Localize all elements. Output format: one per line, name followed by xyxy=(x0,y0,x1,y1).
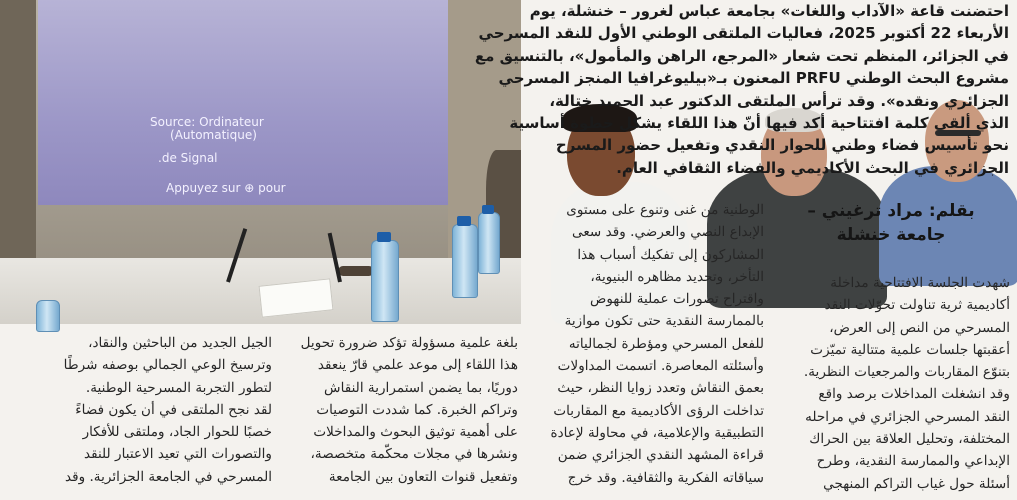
lead-line: الجزائري ونقده». وقد ترأس الملتقى الدكتور عبد الحميد ختالة، xyxy=(549,91,1009,110)
text-line: واقتراح تصورات عملية للنهوض xyxy=(589,291,764,308)
text-line: هذا اللقاء إلى موعد علمي قارّ ينعقد xyxy=(317,357,518,374)
lead-line: الذي ألقى كلمة افتتاحية أكد فيها أنّ هذا اللقاء يشكل خطوة أساسية xyxy=(509,114,1009,133)
text-line: أعقبتها جلسات علمية متتالية تميّزت xyxy=(810,341,1010,358)
text-line: لقد نجح الملتقى في أن يكون فضاءً xyxy=(75,401,272,418)
lead-line: احتضنت قاعة «الآداب واللغات» بجامعة عباس لغرور – خنشلة، يوم xyxy=(529,2,1009,20)
text-line: بتنوّع المقاربات والمرجعيات النظرية. xyxy=(803,364,1010,381)
screen-text-line: de Signal. xyxy=(158,151,218,165)
byline-author: بقلم: مراد ترغيني – xyxy=(807,201,975,221)
projection-screen xyxy=(38,0,454,205)
text-line: وقد انشغلت المداخلات برصد واقع xyxy=(818,386,1010,403)
text-line: تداخلت الرؤى الأكاديمية مع المقاربات xyxy=(553,402,764,419)
water-bottle xyxy=(36,300,60,332)
text-line: والتصورات التي تعيد الاعتبار للنقد xyxy=(83,446,272,463)
text-line: وتراكم الخبرة. كما شددت التوصيات xyxy=(316,401,518,418)
bottle-cap xyxy=(457,216,471,226)
bottle-cap xyxy=(482,205,494,214)
text-line: الوطنية من غنى وتنوع على مستوى xyxy=(566,202,764,218)
screen-text-line: (Automatique) xyxy=(170,128,257,142)
screen-text-line: Source: Ordinateur xyxy=(150,115,264,129)
text-line: المسرحي في الجامعة الجزائرية. وقد xyxy=(64,468,272,485)
bottle-cap xyxy=(377,232,391,242)
text-line: بعمق النقاش وتعدد زوايا النظر، حيث xyxy=(557,380,764,397)
text-line: المختلفة، وتحليل العلاقة بين الحراك xyxy=(809,431,1010,448)
byline xyxy=(772,199,1010,251)
text-line: لتطور التجربة المسرحية الوطنية. xyxy=(85,379,272,396)
text-line: الإبداع النصي والعرضي. وقد سعى xyxy=(572,224,764,241)
water-bottle xyxy=(478,212,500,274)
article-column-middle xyxy=(528,199,764,500)
text-line: أسئلة حول غياب التراكم المنهجي xyxy=(823,475,1010,492)
article-column-right xyxy=(774,272,1010,500)
text-line: سياقاته الفكرية والثقافية. وقد خرج xyxy=(567,469,764,486)
article-column-left xyxy=(28,332,272,500)
text-line: الإبداعي والممارسة النقدية، وطرح xyxy=(816,453,1010,470)
text-line: خصبًا للحوار الجاد، وملتقى للأفكار xyxy=(82,424,272,441)
text-line: وتفعيل قنوات التعاون بين الجامعة xyxy=(328,468,518,485)
lead-line: في الجزائر، المنظم تحت شعار «المرجع، الراهن والمأمول»، بالتنسيق مع xyxy=(474,46,1009,65)
lead-line: مشروع البحث الوطني PRFU المعنون بـ«بيليوغرافيا المنجز المسرحي xyxy=(498,69,1009,88)
article-column-left-center xyxy=(282,332,518,500)
text-line: على أهمية توثيق البحوث والمداخلات xyxy=(313,424,518,441)
text-line: بلغة علمية مسؤولة تؤكد ضرورة تحويل xyxy=(300,335,518,351)
text-line: للفعل المسرحي ومؤطرة لجمالياته xyxy=(568,335,764,352)
lead-line: الجزائري في البحث الأكاديمي والفضاء الثقافي العام. xyxy=(616,158,1009,177)
text-line: أكاديمية ثرية تناولت تحوّلات النقد xyxy=(824,297,1010,314)
text-line: المسرحي من النص إلى العرض، xyxy=(829,319,1010,336)
conference-photo xyxy=(0,0,521,324)
text-line: قراءة المشهد النقدي الجزائري ضمن xyxy=(557,447,764,464)
hands xyxy=(338,266,374,276)
text-line: النقد المسرحي الجزائري في مراحله xyxy=(805,408,1010,425)
text-line: التأخر، وتحديد مظاهره البنيوية، xyxy=(590,268,764,285)
byline-affiliation: جامعة خنشلة xyxy=(836,225,946,245)
text-line: الجيل الجديد من الباحثين والنقاد، xyxy=(88,335,272,351)
water-bottle xyxy=(371,240,399,322)
text-line: وترسيخ الوعي الجمالي بوصفه شرطًا xyxy=(63,357,272,374)
lead-line: نحو تأسيس فضاء وطني للحوار النقدي وتفعيل حضور المسرح xyxy=(555,136,1009,155)
text-line: المشاركون إلى تفكيك أسباب هذا xyxy=(577,246,764,263)
text-line: التطبيقية والإعلامية، في محاولة لإعادة xyxy=(550,424,764,441)
text-line: بالممارسة النقدية حتى تكون موازية xyxy=(564,313,764,330)
screen-text-line: Appuyez sur ⊕ pour xyxy=(166,181,286,195)
text-line: دوريًا، بما يضمن استمرارية النقاش xyxy=(323,379,518,396)
text-line: شهدت الجلسة الافتتاحية مداخلة xyxy=(830,275,1010,291)
water-bottle xyxy=(452,224,478,298)
text-line: ونشرها في مجلات محكّمة متخصصة، xyxy=(310,446,518,463)
article-lead xyxy=(474,0,1017,184)
text-line: وأسئلته المعاصرة. اتسمت المداولات xyxy=(557,358,764,375)
lead-line: الأربعاء 22 أكتوبر 2025، فعاليات الملتقى الوطني الأول للنقد المسرحي xyxy=(478,24,1009,43)
